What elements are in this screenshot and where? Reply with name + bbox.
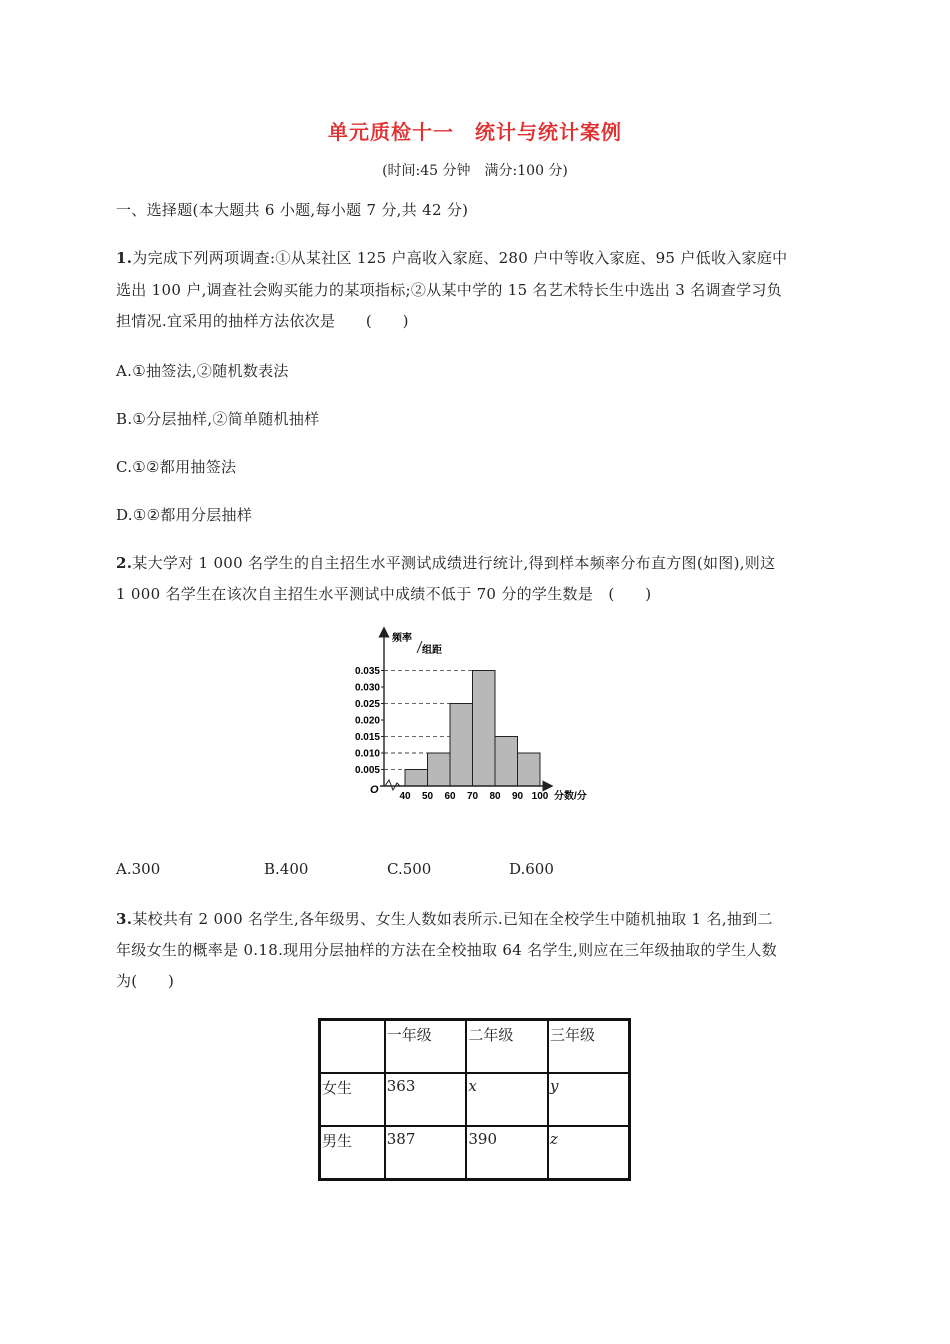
y-tick-label: 0.035 [354,666,380,677]
q3-line-2: 年级女生的概率是 0.18.现用分层抽样的方法在全校抽取 64 名学生,则应在三年级抽取的学生人数 [116,941,778,959]
axis-break-mark [385,780,400,790]
x-tick-label: 70 [466,791,479,802]
page-title: 单元质检十一 统计与统计案例 [328,120,622,144]
table-cell: y [548,1073,630,1126]
histogram-bar [473,671,496,787]
histogram-bar [450,704,473,787]
table-header-row [320,1020,630,1074]
table-header-cell: 一年级 [385,1020,467,1074]
q1-option-a[interactable]: A.①抽签法,②随机数表法 [116,362,289,380]
y-tick-label: 0.015 [354,732,380,743]
x-tick-label: 50 [421,791,434,802]
q2-option-d[interactable]: D.600 [509,860,554,878]
table-cell: z [548,1126,630,1180]
y-tick-label: 0.005 [354,765,380,776]
table-header-cell: 三年级 [548,1020,630,1074]
x-tick-label: 100 [531,791,549,802]
q1-line-2: 选出 100 户,调查社会购买能力的某项指标;②从某中学的 15 名艺术特长生中选出 3 名调查学习负 [116,281,782,299]
table-row [320,1126,630,1180]
table-cell: 363 [385,1073,467,1126]
q2-number: 2. [116,554,133,572]
x-tick-label: 80 [489,791,501,802]
y-axis-label-top: 频率 [392,633,412,644]
q3-text-1: 某校共有 2 000 名学生,各年级男、女生人数如表所示.已知在全校学生中随机抽取 1 名,抽到二 [132,910,773,928]
x-axis-label: 分数/分 [554,791,587,802]
table-header-cell: 二年级 [466,1020,548,1074]
grade-gender-table [318,1018,631,1181]
y-axis-label-bottom: 组距 [422,645,442,656]
histogram-bar [518,753,541,786]
x-tick-label: 90 [511,791,524,802]
q2-option-a[interactable]: A.300 [116,860,161,878]
q2-option-b[interactable]: B.400 [264,860,309,878]
q1-line-1 [116,248,787,268]
q1-option-b[interactable]: B.①分层抽样,②简单随机抽样 [116,410,320,428]
histogram-bar [495,737,518,787]
table-cell: 387 [385,1126,467,1180]
histogram-bar [405,770,428,787]
y-tick-label: 0.010 [354,748,380,760]
table-cell: 390 [466,1126,548,1180]
q1-text-1: 为完成下列两项调查:①从某社区 125 户高收入家庭、280 户中等收入家庭、95 户低收入家庭中 [132,249,788,267]
q2-line-1 [116,553,775,573]
q2-option-c[interactable]: C.500 [387,860,432,878]
q3-number: 3. [116,910,133,928]
table-cell: 女生 [320,1073,385,1126]
y-tick-label: 0.025 [354,699,380,710]
x-tick-label: 60 [444,791,456,802]
q1-line-3: 担情况.宜采用的抽样方法依次是 ( ) [116,312,409,330]
q3-line-3: 为( ) [116,972,175,990]
origin-label: O [370,784,379,796]
q1-option-c[interactable]: C.①②都用抽签法 [116,458,237,476]
q2-text-1: 某大学对 1 000 名学生的自主招生水平测试成绩进行统计,得到样本频率分布直方图(如图),则这 [132,554,776,572]
table-cell: x [466,1073,548,1126]
frequency-histogram [348,626,608,811]
x-tick-label: 40 [399,791,411,802]
histogram-bar [428,753,451,786]
table-row [320,1073,630,1126]
q2-line-2: 1 000 名学生在该次自主招生水平测试中成绩不低于 70 分的学生数是 ( ) [116,585,652,603]
table-header-cell [320,1020,385,1074]
q1-option-d[interactable]: D.①②都用分层抽样 [116,506,253,524]
table-cell: 男生 [320,1126,385,1180]
q3-line-1 [116,909,773,929]
y-tick-label: 0.020 [354,715,380,727]
section-heading: 一、选择题(本大题共 6 小题,每小题 7 分,共 42 分) [116,201,469,219]
q1-number: 1. [116,249,133,267]
y-tick-label: 0.030 [354,682,380,694]
exam-info: (时间:45 分钟 满分:100 分) [382,163,568,179]
